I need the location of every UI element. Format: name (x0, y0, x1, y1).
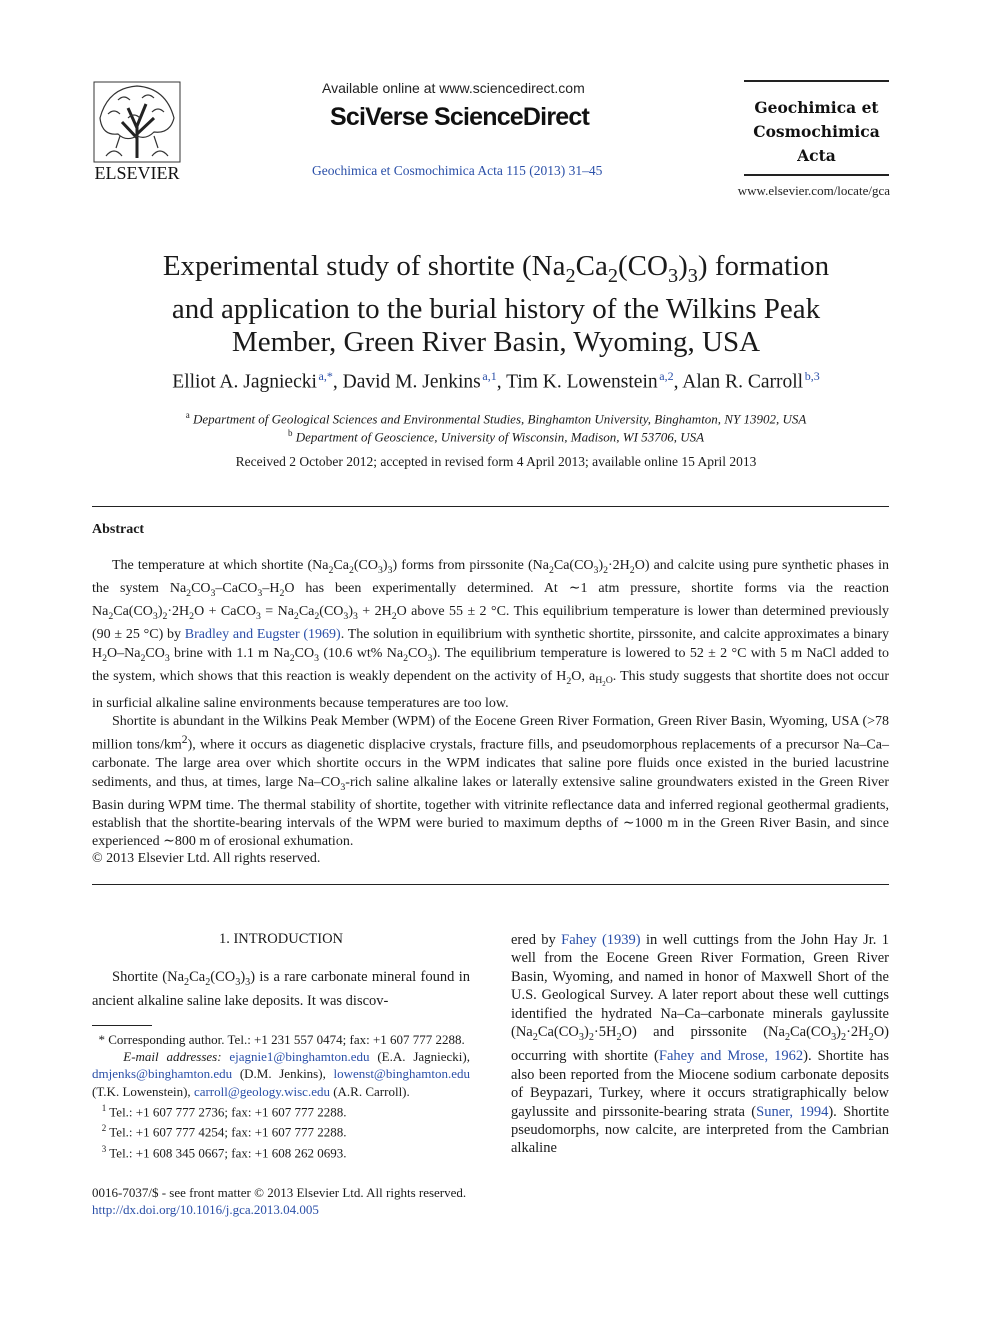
title-line-1: Experimental study of shortite $(Na_2Ca_2(CO_3)_3)$ formation (162, 250, 830, 287)
body-column-right: ered by Fahey (1939) in well cuttings from the John Hay Jr. 1 well from the Eocene Green River Formation, Green River Basin, Wyoming, and named in honor of Maxwell Short of the U.S. Geological Survey. A later report about these well cuttings identified the hydrated Na–Ca–carbonate minerals gaylussite $(Na_2Ca(CO_3)_2\cdot 5H_2O)$ and pirssonite $(Na_2Ca(CO_3)_2\cdot 2H_2O)$ occurring with shortite (Fahey and Mrose, 1962). Shortite has also been reported from the Miocene sodium carbonate deposits of Beypazari, Turkey, where it occurs stratigraphically below gaylussite and pirssonite-bearing strata (Suner, 1994). Shortite pseudomorphs, now calcite, are interpreted from the Cambrian alkaline (511, 932, 890, 1157)
journal-title-line: Geochimica et (754, 98, 879, 117)
journal-title-rule-top (744, 80, 889, 82)
abstract-heading: Abstract (92, 522, 145, 537)
abstract-paragraph: Shortite is abundant in the Wilkins Peak Member (WPM) of the Eocene Green River Formation, Green River Basin, Wyoming, USA (>78 million tons/$km^2$), where it occurs as diagenetic displacive crystals, fracture fills, and pseudomorphous replacements of a precursor Na–Ca–carbonate. The large area over which shortite occurs in the WPM indicates that saline pore fluids once existed in the buried lacustrine sediments, and thus, at times, large $Na-CO_3$-rich saline alkaline lakes or laterally extensive saline groundwaters existed in the Green River Basin during WPM time. The thermal stability of shortite, together with vitrinite reflectance data and inferred regional geothermal gradients, establish that the shortite-bearing intervals of the WPM were buried to maximum depths of ∼1000 m in the Green River Basin, and since experienced ∼800 m of erosional exhumation. (92, 714, 889, 850)
elsevier-tree-logo (88, 78, 186, 186)
sciencedirect-brand: SciVerse ScienceDirect (330, 103, 589, 131)
author-affil-mark[interactable]: a,1 (482, 369, 497, 383)
abstract-copyright: © 2013 Elsevier Ltd. All rights reserved. (92, 851, 321, 866)
journal-title (744, 96, 889, 168)
footnotes (92, 1031, 470, 1161)
email-link[interactable]: dmjenks@binghamton.edu (92, 1066, 233, 1082)
title-line-2: and application to the burial history of the Wilkins Peak (171, 292, 821, 325)
abstract-paragraph: The temperature at which shortite $(Na_2Ca_2(CO_3)_3)$ forms from pirssonite $(Na_2Ca(CO_3)_2\cdot 2H_2O)$ and calcite using pure synthetic phases in the system $Na_2CO_3-CaCO_3-H_2O$ has been experimentally determined. At ∼1 atm pressure, shortite forms via the reaction $Na_2Ca(CO_3)_2\cdot 2H_2O$ + CaCO$_3$ = $Na_2Ca_2(CO_3)_3 + 2H_2O$ above 55 ± 2 °C. This equilibrium temperature is lower than determined previously (90 ± 25 °C) by Bradley and Eugster (1969). The solution in equilibrium with synthetic shortite, pirssonite, and calcite approximates a binary $H_2O-Na_2CO_3$ brine with 1.1 m $Na_2CO_3$ (10.6 wt% $Na_2CO_3$). The equilibrium temperature is lowered to 52 ± 2 °C with 5 m NaCl added to the system, which shows that this reaction is weakly dependent on the activity of $H_2O$, $a_{H_2O}$. This study suggests that shortite does not occur in surficial alkaline saline environments because temperatures are too low. (92, 558, 890, 711)
footnote-2: $^2$ Tel.: +1 607 777 4254; fax: +1 607 777 2288. (101, 1123, 347, 1140)
author-affil-mark[interactable]: a,* (318, 369, 333, 383)
issn-line: 0016-7037/$ - see front matter © 2013 Elsevier Ltd. All rights reserved. (92, 1185, 467, 1200)
intro-paragraph: Shortite $(Na_2Ca_2(CO_3)_3)$ is a rare carbonate mineral found in ancient alkaline saline lake deposits. It was discov- (92, 969, 470, 1010)
author-name[interactable]: Elliot A. Jagniecki (172, 371, 317, 393)
elsevier-wordmark: ELSEVIER (94, 163, 180, 183)
author-list: Elliot A. Jagniecki $^{a,*}$, David M. Jenkins $^{a,1}$, Tim K. Lowenstein $^{a,2}$, Alan R. Carroll $^{b,3}$ (172, 369, 820, 393)
email-link[interactable]: carroll@geology.wisc.edu (193, 1083, 330, 1099)
ref-link-bradley-eugster[interactable]: Bradley and Eugster (1969) (184, 627, 341, 643)
author-affil-mark[interactable]: b,3 (804, 369, 820, 383)
author-name[interactable]: David M. Jenkins (342, 371, 481, 393)
abstract-bottom-rule (92, 884, 889, 885)
title-line-3: Member, Green River Basin, Wyoming, USA (231, 325, 761, 358)
journal-title-rule-bottom (744, 174, 889, 176)
author-affil-mark[interactable]: a,2 (659, 369, 674, 383)
ref-link-fahey-mrose[interactable]: Fahey and Mrose, 1962 (658, 1048, 804, 1065)
footnote-emails: E-mail addresses: ejagnie1@binghamton.edu (E.A. Jagniecki), dmjenks@binghamton.edu (D.M. Jenkins), lowenst@binghamton.edu (T.K. Lowenstein), carroll@geology.wisc.edu (A.R. Carroll). (92, 1049, 471, 1099)
available-online-text: Available online at www.sciencedirect.com (322, 80, 585, 96)
affiliation-a: $^a$ Department of Geological Sciences and Environmental Studies, Binghamton University, Binghamton, NY 13902, USA (185, 410, 807, 427)
journal-title-line: Acta (797, 146, 836, 165)
affiliation-b: $^b$ Department of Geoscience, University of Wisconsin, Madison, WI 53706, USA (287, 428, 705, 445)
author-name[interactable]: Alan R. Carroll (682, 371, 804, 393)
section-heading-introduction: 1. INTRODUCTION (218, 931, 344, 947)
footnote-corresponding: * Corresponding author. Tel.: +1 231 557 0474; fax: +1 607 777 2288. (92, 1032, 465, 1047)
email-link[interactable]: ejagnie1@binghamton.edu (229, 1049, 370, 1065)
journal-homepage-link[interactable]: www.elsevier.com/locate/gca (737, 183, 890, 198)
ref-link-fahey-1939[interactable]: Fahey (1939) (561, 932, 641, 948)
article-title (100, 250, 892, 359)
footnote-rule (92, 1025, 152, 1026)
abstract-body (92, 557, 889, 852)
footnote-1: $^1$ Tel.: +1 607 777 2736; fax: +1 607 777 2288. (101, 1102, 347, 1120)
author-name[interactable]: Tim K. Lowenstein (506, 371, 658, 393)
abstract-top-rule (92, 506, 889, 507)
body-column-left (92, 968, 470, 1011)
journal-citation-link[interactable]: Geochimica et Cosmochimica Acta 115 (2013) 31–45 (312, 163, 603, 178)
article-history: Received 2 October 2012; accepted in revised form 4 April 2013; available online 15 April 2013 (235, 454, 757, 469)
front-matter-info (92, 1184, 512, 1218)
doi-link[interactable]: http://dx.doi.org/10.1016/j.gca.2013.04.005 (92, 1202, 319, 1217)
journal-title-line: Cosmochimica (753, 122, 880, 141)
footnote-3: $^3$ Tel.: +1 608 345 0667; fax: +1 608 262 0693. (101, 1143, 347, 1161)
ref-link-suner[interactable]: Suner, 1994 (756, 1103, 829, 1120)
email-link[interactable]: lowenst@binghamton.edu (333, 1066, 471, 1082)
